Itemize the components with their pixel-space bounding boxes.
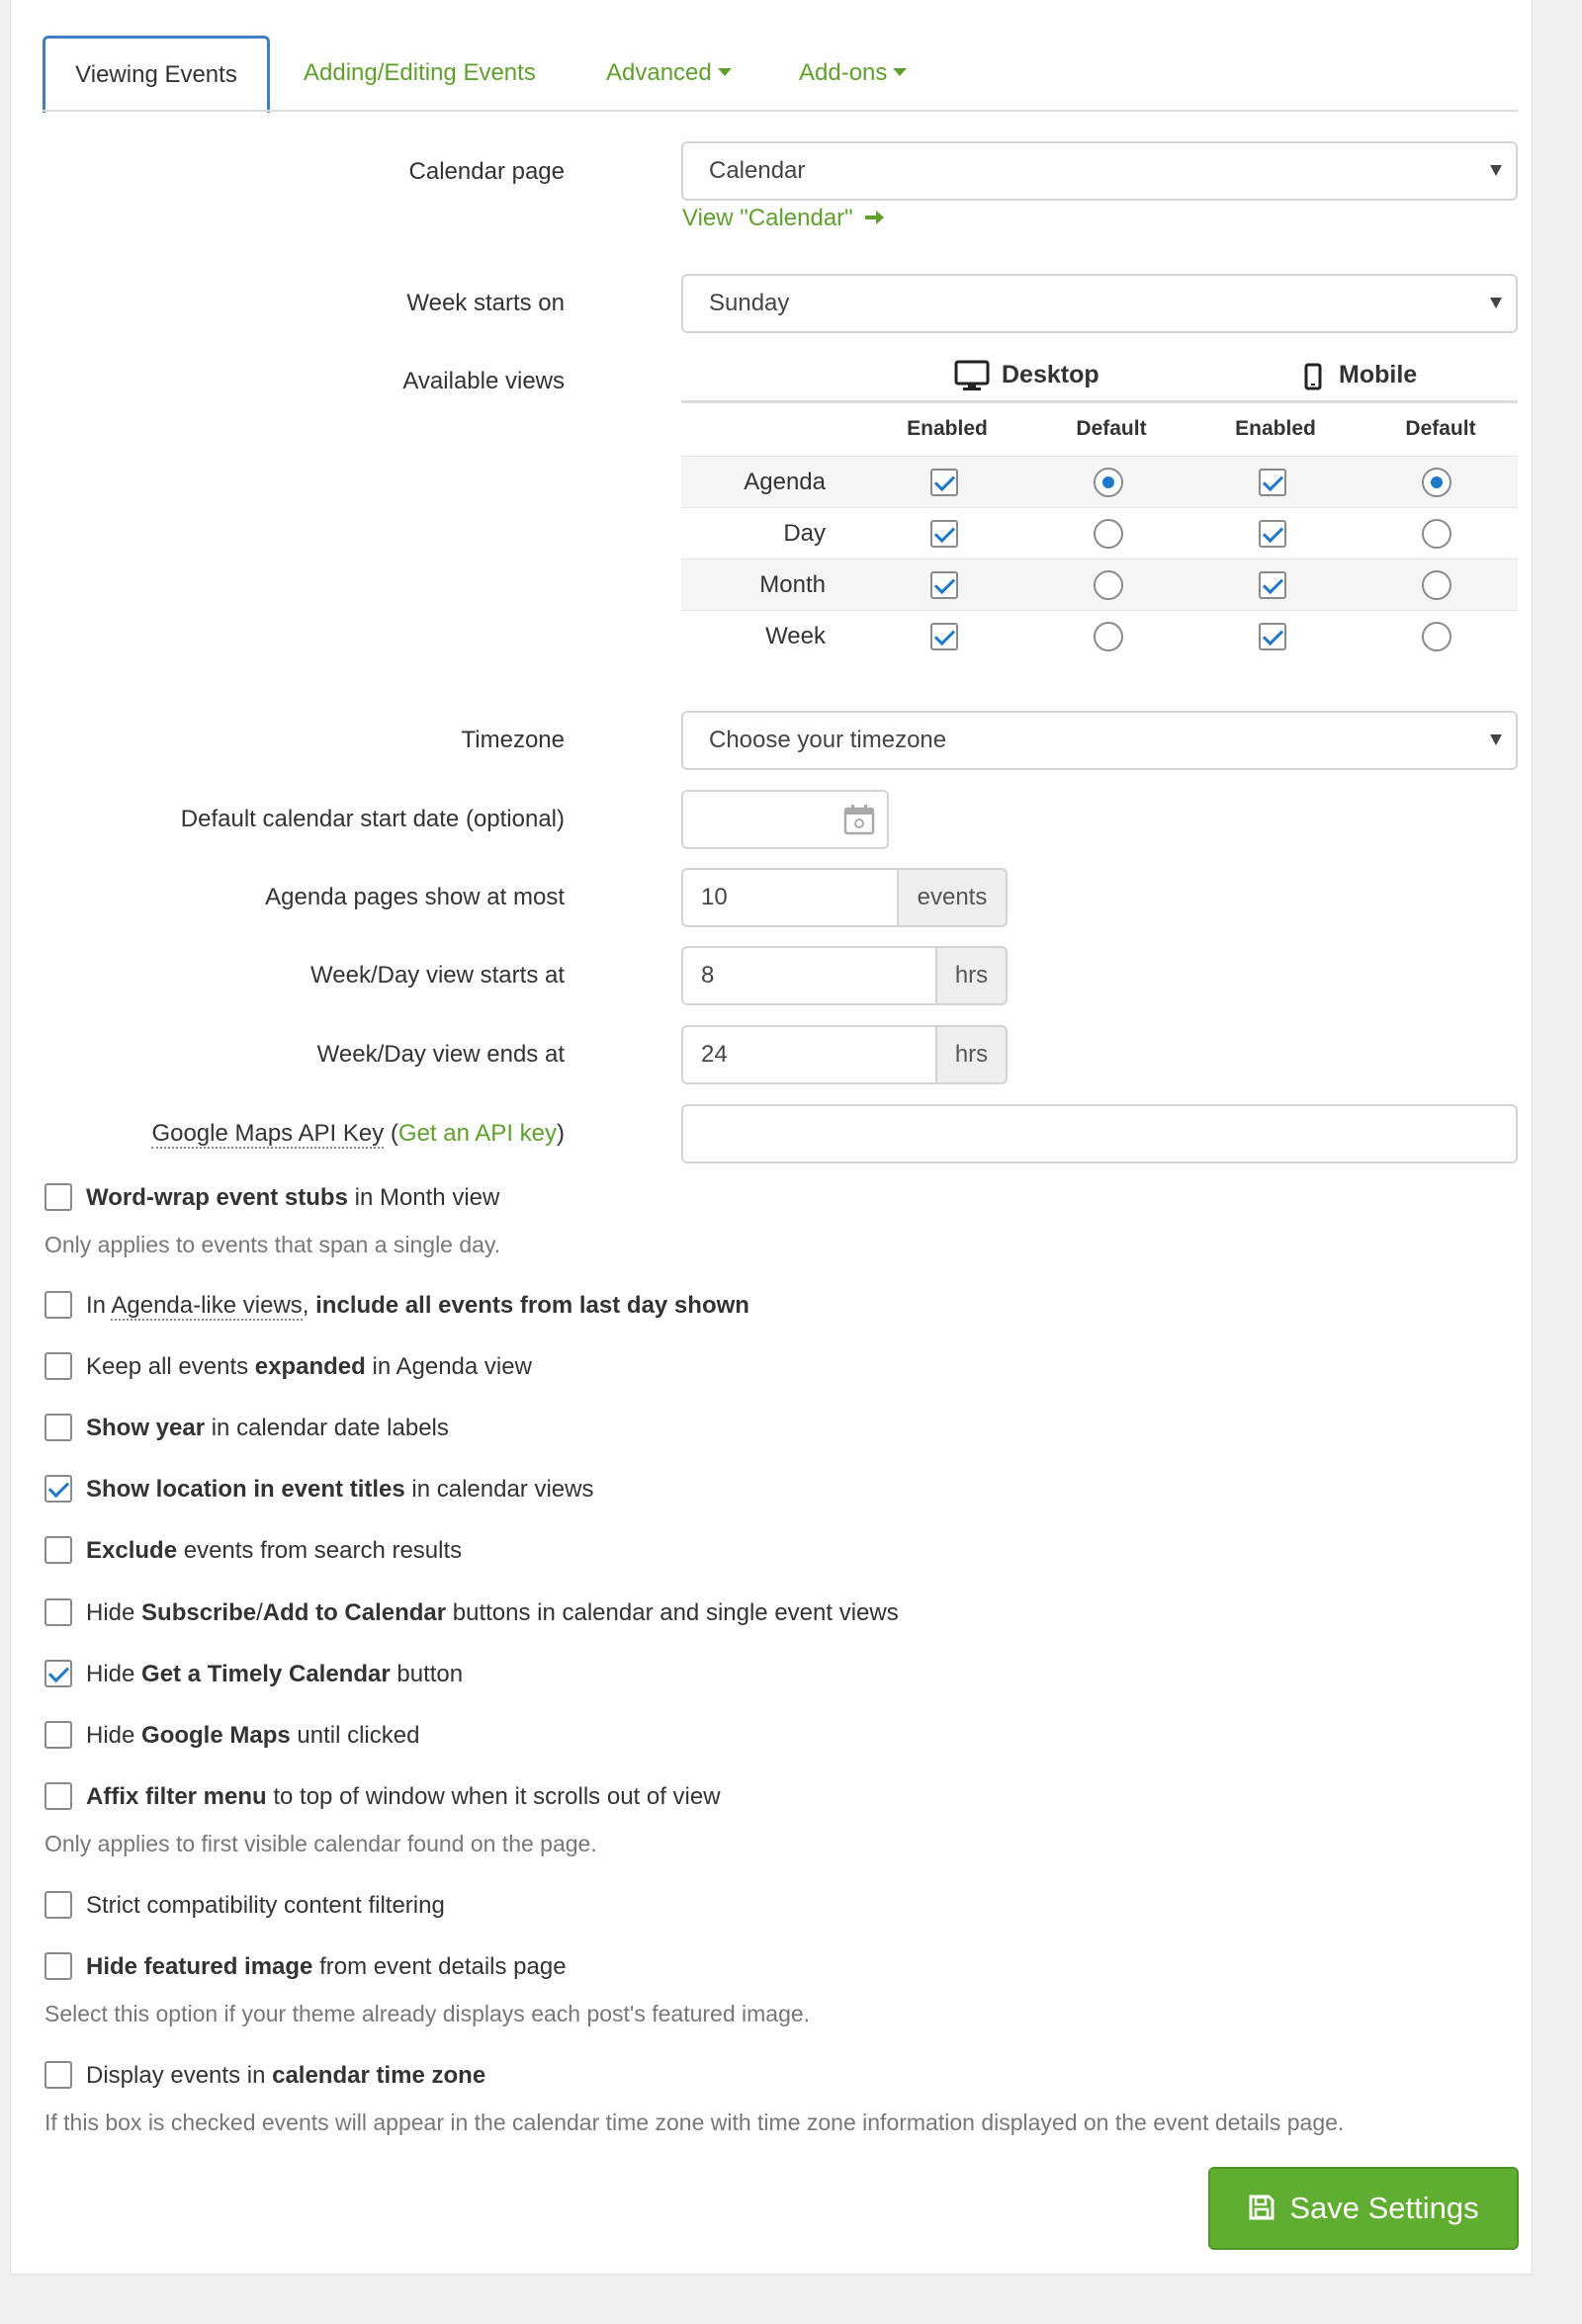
select-value: Choose your timezone bbox=[709, 727, 947, 753]
mobile-default-col: Default bbox=[1405, 417, 1476, 440]
start-date-label: Default calendar start date (optional) bbox=[180, 806, 565, 832]
option-bold: Google Maps bbox=[141, 1722, 291, 1749]
agenda-like-checkbox[interactable] bbox=[44, 1291, 72, 1319]
desktop-icon bbox=[954, 360, 990, 391]
option-show-year[interactable] bbox=[44, 1415, 449, 1443]
option-text: Display events in bbox=[86, 2062, 273, 2089]
mobile-icon bbox=[1304, 363, 1322, 390]
calendar-icon[interactable] bbox=[843, 804, 875, 835]
desktop-default-col: Default bbox=[1076, 417, 1147, 440]
tab-viewing-events[interactable]: Viewing Events bbox=[43, 36, 270, 113]
weekday-start-input[interactable]: 8 bbox=[681, 946, 937, 1005]
month-desktop-default-radio[interactable] bbox=[1094, 570, 1123, 600]
option-agenda-like[interactable] bbox=[44, 1292, 749, 1321]
agenda-pages-unit: events bbox=[899, 868, 1008, 927]
show-year-checkbox[interactable] bbox=[44, 1414, 72, 1441]
option-bold: Get a Timely Calendar bbox=[141, 1661, 391, 1687]
link-text: View "Calendar" bbox=[682, 205, 853, 231]
option-hide-maps[interactable] bbox=[44, 1722, 419, 1751]
view-row-week bbox=[681, 610, 1518, 662]
view-row-month bbox=[681, 559, 1518, 611]
tabs-divider bbox=[43, 110, 1518, 112]
mobile-enabled-col: Enabled bbox=[1235, 417, 1316, 440]
option-display-tz[interactable] bbox=[44, 2062, 485, 2091]
option-bold: Word-wrap event stubs bbox=[86, 1184, 348, 1211]
option-bold: Subscribe bbox=[141, 1599, 257, 1626]
option-expanded[interactable] bbox=[44, 1353, 532, 1382]
calendar-page-select[interactable] bbox=[681, 141, 1518, 201]
day-desktop-default-radio[interactable] bbox=[1094, 519, 1123, 549]
select-arrow-icon bbox=[1490, 298, 1502, 308]
tab-add-ons[interactable] bbox=[799, 36, 907, 111]
hide-maps-checkbox[interactable] bbox=[44, 1721, 72, 1749]
option-text: in calendar date labels bbox=[205, 1415, 449, 1441]
week-starts-label: Week starts on bbox=[406, 290, 565, 316]
show-location-checkbox[interactable] bbox=[44, 1475, 72, 1503]
option-text: button bbox=[390, 1661, 464, 1687]
option-text: from event details page bbox=[312, 1953, 567, 1980]
agenda-mobile-default-radio[interactable] bbox=[1422, 468, 1451, 497]
hide-featured-help: Select this option if your theme already displays each post's featured image. bbox=[44, 2001, 811, 2026]
select-value: Calendar bbox=[709, 157, 806, 184]
exclude-checkbox[interactable] bbox=[44, 1536, 72, 1564]
agenda-pages-input[interactable]: 10 bbox=[681, 868, 899, 927]
agenda-desktop-default-radio[interactable] bbox=[1094, 468, 1123, 497]
view-row-label: Day bbox=[783, 520, 826, 547]
display-tz-checkbox[interactable] bbox=[44, 2061, 72, 2089]
option-affix[interactable] bbox=[44, 1783, 721, 1812]
option-bold: Exclude bbox=[86, 1537, 178, 1564]
option-text: in Month view bbox=[347, 1184, 500, 1211]
desktop-header: Desktop bbox=[1002, 361, 1099, 388]
option-text: Hide bbox=[86, 1722, 142, 1749]
paren: ( bbox=[384, 1120, 398, 1147]
option-strict[interactable] bbox=[44, 1892, 445, 1921]
tab-label: Adding/Editing Events bbox=[304, 59, 536, 86]
day-mobile-default-radio[interactable] bbox=[1422, 519, 1451, 549]
timezone-label: Timezone bbox=[461, 727, 565, 753]
view-row-label: Agenda bbox=[744, 469, 826, 495]
week-mobile-enabled-checkbox[interactable] bbox=[1259, 623, 1286, 650]
tab-label: Advanced bbox=[606, 59, 712, 86]
view-calendar-link[interactable] bbox=[682, 205, 885, 232]
option-hide-timely[interactable] bbox=[44, 1661, 463, 1689]
option-bold: Show location in event titles bbox=[86, 1476, 405, 1503]
option-bold: Show year bbox=[86, 1415, 206, 1441]
expanded-checkbox[interactable] bbox=[44, 1352, 72, 1380]
option-bold: Affix filter menu bbox=[86, 1783, 267, 1810]
caret-down-icon bbox=[718, 68, 732, 76]
agenda-like-term: Agenda-like views bbox=[111, 1292, 303, 1319]
weekday-end-label: Week/Day view ends at bbox=[316, 1041, 565, 1068]
save-settings-button[interactable] bbox=[1208, 2167, 1519, 2250]
option-text: buttons in calendar and single event views bbox=[446, 1599, 899, 1626]
month-mobile-default-radio[interactable] bbox=[1422, 570, 1451, 600]
caret-down-icon bbox=[893, 68, 907, 76]
hide-subscribe-checkbox[interactable] bbox=[44, 1598, 72, 1626]
desktop-enabled-col: Enabled bbox=[907, 417, 988, 440]
get-api-key-link[interactable]: Get an API key bbox=[397, 1120, 557, 1147]
week-desktop-enabled-checkbox[interactable] bbox=[930, 623, 958, 650]
agenda-pages-label: Agenda pages show at most bbox=[265, 884, 565, 910]
weekday-end-unit: hrs bbox=[937, 1025, 1008, 1084]
view-row-day bbox=[681, 507, 1518, 559]
hide-timely-checkbox[interactable] bbox=[44, 1660, 72, 1687]
tab-adding-editing-events[interactable] bbox=[304, 36, 536, 111]
option-text: in calendar views bbox=[404, 1476, 594, 1503]
month-desktop-enabled-checkbox[interactable] bbox=[930, 571, 958, 599]
option-text: until clicked bbox=[290, 1722, 420, 1749]
week-starts-select[interactable] bbox=[681, 274, 1518, 333]
select-value: Sunday bbox=[709, 290, 790, 316]
wordwrap-checkbox[interactable] bbox=[44, 1183, 72, 1211]
week-mobile-default-radio[interactable] bbox=[1422, 622, 1451, 651]
view-row-agenda bbox=[681, 456, 1518, 508]
paren: ) bbox=[557, 1120, 565, 1147]
available-views-label: Available views bbox=[402, 368, 565, 394]
affix-checkbox[interactable] bbox=[44, 1782, 72, 1810]
gmaps-label-text: Google Maps API Key bbox=[151, 1120, 385, 1147]
floppy-disk-icon bbox=[1248, 2194, 1275, 2221]
select-arrow-icon bbox=[1490, 734, 1502, 745]
option-text: Hide bbox=[86, 1599, 142, 1626]
option-text: Hide bbox=[86, 1661, 142, 1687]
view-row-label: Week bbox=[765, 623, 826, 649]
start-date-input[interactable] bbox=[681, 790, 889, 849]
calendar-page-label: Calendar page bbox=[408, 158, 565, 185]
display-tz-help: If this box is checked events will appear in the calendar time zone with time zone information displayed on the event details page. bbox=[44, 2109, 1345, 2135]
option-bold: Hide featured image bbox=[86, 1953, 313, 1980]
gmaps-label bbox=[151, 1120, 565, 1148]
gmaps-api-key-input[interactable] bbox=[681, 1104, 1518, 1163]
tab-advanced[interactable] bbox=[606, 36, 732, 111]
weekday-start-label: Week/Day view starts at bbox=[310, 962, 565, 989]
weekday-start-unit: hrs bbox=[937, 946, 1008, 1005]
option-exclude[interactable] bbox=[44, 1537, 462, 1566]
day-mobile-enabled-checkbox[interactable] bbox=[1259, 520, 1286, 548]
select-arrow-icon bbox=[1490, 165, 1502, 176]
option-bold: include all events from last day shown bbox=[315, 1292, 749, 1319]
weekday-end-input[interactable]: 24 bbox=[681, 1025, 937, 1084]
option-bold: calendar time zone bbox=[272, 2062, 486, 2089]
affix-help: Only applies to first visible calendar found on the page. bbox=[44, 1831, 597, 1856]
agenda-desktop-enabled-checkbox[interactable] bbox=[930, 469, 958, 496]
day-desktop-enabled-checkbox[interactable] bbox=[930, 520, 958, 548]
month-mobile-enabled-checkbox[interactable] bbox=[1259, 571, 1286, 599]
view-row-label: Month bbox=[759, 571, 826, 598]
mobile-header: Mobile bbox=[1339, 361, 1418, 388]
tab-label: Add-ons bbox=[799, 59, 888, 86]
option-text: / bbox=[256, 1599, 263, 1626]
option-hide-subscribe[interactable] bbox=[44, 1599, 899, 1628]
option-bold: expanded bbox=[254, 1353, 366, 1380]
option-wordwrap[interactable] bbox=[44, 1184, 499, 1213]
views-header-divider bbox=[681, 400, 1518, 403]
wordwrap-help: Only applies to events that span a single day. bbox=[44, 1232, 501, 1257]
save-label: Save Settings bbox=[1289, 2191, 1479, 2225]
option-text: In bbox=[86, 1292, 112, 1319]
option-text: Strict compatibility content filtering bbox=[86, 1892, 445, 1919]
hide-featured-checkbox[interactable] bbox=[44, 1952, 72, 1980]
arrow-right-icon bbox=[863, 207, 885, 228]
week-desktop-default-radio[interactable] bbox=[1094, 622, 1123, 651]
option-hide-featured[interactable] bbox=[44, 1953, 567, 1982]
option-text: in Agenda view bbox=[365, 1353, 532, 1380]
strict-checkbox[interactable] bbox=[44, 1891, 72, 1919]
option-text: , bbox=[302, 1292, 316, 1319]
option-text: to top of window when it scrolls out of view bbox=[266, 1783, 721, 1810]
timezone-select[interactable] bbox=[681, 711, 1518, 770]
option-bold: Add to Calendar bbox=[262, 1599, 447, 1626]
settings-panel bbox=[10, 0, 1533, 2275]
option-show-location[interactable] bbox=[44, 1476, 593, 1505]
option-text: Keep all events bbox=[86, 1353, 255, 1380]
agenda-mobile-enabled-checkbox[interactable] bbox=[1259, 469, 1286, 496]
option-text: events from search results bbox=[177, 1537, 463, 1564]
